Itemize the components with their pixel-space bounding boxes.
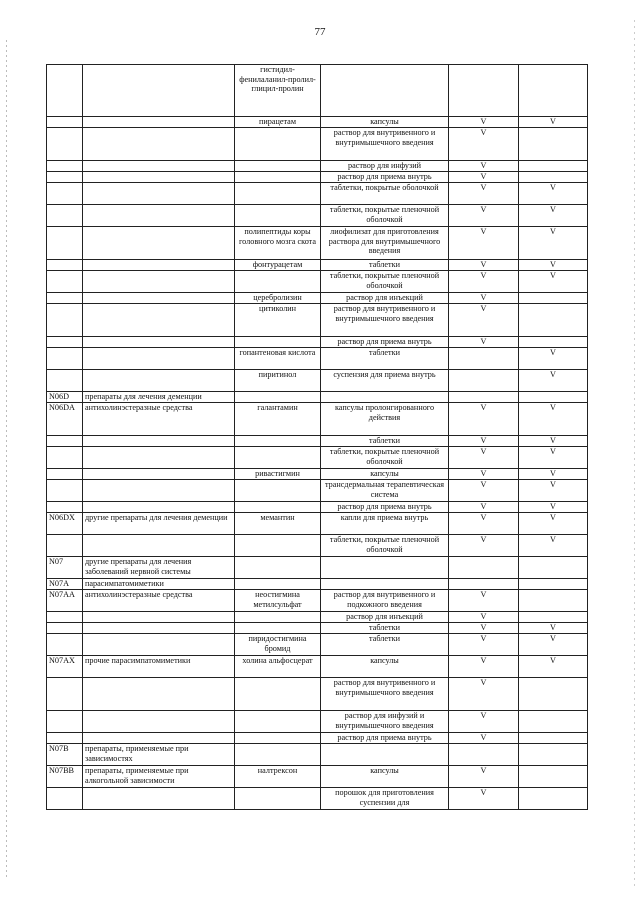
mark-cell-1 xyxy=(449,348,519,370)
table-row xyxy=(47,337,588,348)
code-cell xyxy=(47,337,83,348)
group-cell: другие препараты для лечения деменции xyxy=(83,513,235,535)
code-cell: N07B xyxy=(47,744,83,766)
form-cell: таблетки xyxy=(321,436,449,447)
group-cell xyxy=(83,535,235,557)
code-cell xyxy=(47,128,83,161)
mark-cell-2 xyxy=(519,293,588,304)
form-cell: капсулы пролонгированного действия xyxy=(321,403,449,436)
form-cell: лиофилизат для приготовления раствора для внутримышечного введения xyxy=(321,227,449,260)
group-cell xyxy=(83,502,235,513)
form-cell: капсулы xyxy=(321,656,449,678)
mark-cell-1: V xyxy=(449,612,519,623)
code-cell xyxy=(47,788,83,810)
mark-cell-1: V xyxy=(449,337,519,348)
mark-cell-1: V xyxy=(449,513,519,535)
form-cell: раствор для внутривенного и внутримышечного введения xyxy=(321,678,449,711)
mark-cell-2 xyxy=(519,579,588,590)
table-row xyxy=(47,271,588,293)
mark-cell-2 xyxy=(519,337,588,348)
code-cell xyxy=(47,447,83,469)
code-cell xyxy=(47,348,83,370)
code-cell: N06DX xyxy=(47,513,83,535)
mark-cell-2: V xyxy=(519,271,588,293)
form-cell: раствор для внутривенного и внутримышечного введения xyxy=(321,304,449,337)
mark-cell-1: V xyxy=(449,469,519,480)
group-cell: препараты, применяемые при алкогольной зависимости xyxy=(83,766,235,788)
table-row xyxy=(47,436,588,447)
inn-cell xyxy=(235,337,321,348)
group-cell xyxy=(83,612,235,623)
form-cell: таблетки xyxy=(321,623,449,634)
code-cell xyxy=(47,65,83,117)
mark-cell-1: V xyxy=(449,788,519,810)
group-cell xyxy=(83,293,235,304)
table-row xyxy=(47,535,588,557)
table-row xyxy=(47,128,588,161)
code-cell: N07BB xyxy=(47,766,83,788)
form-cell: таблетки xyxy=(321,260,449,271)
inn-cell: налтрексон xyxy=(235,766,321,788)
form-cell: таблетки xyxy=(321,348,449,370)
form-cell: раствор для инъекций xyxy=(321,612,449,623)
inn-cell: церебролизин xyxy=(235,293,321,304)
form-cell: трансдермальная терапевтическая система xyxy=(321,480,449,502)
code-cell xyxy=(47,304,83,337)
code-cell: N07A xyxy=(47,579,83,590)
table-row xyxy=(47,513,588,535)
mark-cell-1: V xyxy=(449,711,519,733)
group-cell xyxy=(83,337,235,348)
group-cell: прочие парасимпатомиметики xyxy=(83,656,235,678)
mark-cell-2 xyxy=(519,612,588,623)
page-number: 77 xyxy=(314,26,326,38)
mark-cell-1: V xyxy=(449,447,519,469)
mark-cell-2: V xyxy=(519,348,588,370)
inn-cell: мемантин xyxy=(235,513,321,535)
table-row xyxy=(47,403,588,436)
table-row xyxy=(47,370,588,392)
mark-cell-2: V xyxy=(519,634,588,656)
inn-cell: пиридостигмина бромид xyxy=(235,634,321,656)
mark-cell-1: V xyxy=(449,623,519,634)
table-row xyxy=(47,656,588,678)
table-row xyxy=(47,480,588,502)
form-cell: суспензия для приема внутрь xyxy=(321,370,449,392)
form-cell: раствор для приема внутрь xyxy=(321,337,449,348)
mark-cell-1: V xyxy=(449,590,519,612)
code-cell xyxy=(47,117,83,128)
inn-cell xyxy=(235,623,321,634)
group-cell xyxy=(83,117,235,128)
mark-cell-1: V xyxy=(449,403,519,436)
mark-cell-2: V xyxy=(519,403,588,436)
form-cell xyxy=(321,744,449,766)
table-row xyxy=(47,612,588,623)
group-cell: препараты, применяемые при зависимостях xyxy=(83,744,235,766)
mark-cell-1: V xyxy=(449,678,519,711)
mark-cell-2 xyxy=(519,590,588,612)
group-cell xyxy=(83,65,235,117)
group-cell xyxy=(83,348,235,370)
group-cell: парасимпатомиметики xyxy=(83,579,235,590)
group-cell xyxy=(83,370,235,392)
group-cell xyxy=(83,711,235,733)
table-row xyxy=(47,260,588,271)
inn-cell xyxy=(235,788,321,810)
mark-cell-2 xyxy=(519,65,588,117)
mark-cell-1: V xyxy=(449,634,519,656)
table-row xyxy=(47,678,588,711)
inn-cell xyxy=(235,579,321,590)
inn-cell xyxy=(235,535,321,557)
code-cell xyxy=(47,205,83,227)
group-cell: другие препараты для лечения заболеваний нервной системы xyxy=(83,557,235,579)
mark-cell-2: V xyxy=(519,623,588,634)
code-cell xyxy=(47,436,83,447)
inn-cell: цитиколин xyxy=(235,304,321,337)
table-row xyxy=(47,161,588,172)
group-cell xyxy=(83,260,235,271)
inn-cell xyxy=(235,205,321,227)
code-cell xyxy=(47,293,83,304)
inn-cell xyxy=(235,612,321,623)
code-cell xyxy=(47,711,83,733)
form-cell: раствор для приема внутрь xyxy=(321,172,449,183)
drug-list-table xyxy=(46,64,588,810)
inn-cell xyxy=(235,183,321,205)
mark-cell-1: V xyxy=(449,535,519,557)
table-row xyxy=(47,293,588,304)
mark-cell-2: V xyxy=(519,656,588,678)
inn-cell xyxy=(235,480,321,502)
form-cell: таблетки, покрытые пленочной оболочкой xyxy=(321,447,449,469)
mark-cell-2: V xyxy=(519,513,588,535)
inn-cell: ривастигмин xyxy=(235,469,321,480)
mark-cell-1: V xyxy=(449,117,519,128)
inn-cell: гопантеновая кислота xyxy=(235,348,321,370)
form-cell xyxy=(321,557,449,579)
inn-cell xyxy=(235,128,321,161)
mark-cell-2: V xyxy=(519,480,588,502)
table-row xyxy=(47,590,588,612)
scan-edge-left xyxy=(6,40,7,880)
table-row xyxy=(47,447,588,469)
group-cell xyxy=(83,436,235,447)
mark-cell-2 xyxy=(519,678,588,711)
code-cell: N06D xyxy=(47,392,83,403)
code-cell xyxy=(47,370,83,392)
form-cell: таблетки xyxy=(321,634,449,656)
mark-cell-2: V xyxy=(519,370,588,392)
mark-cell-1 xyxy=(449,744,519,766)
form-cell xyxy=(321,392,449,403)
group-cell xyxy=(83,128,235,161)
group-cell xyxy=(83,227,235,260)
group-cell xyxy=(83,271,235,293)
form-cell: таблетки, покрытые пленочной оболочкой xyxy=(321,535,449,557)
table-row xyxy=(47,304,588,337)
mark-cell-1: V xyxy=(449,304,519,337)
code-cell: N07AX xyxy=(47,656,83,678)
form-cell: порошок для приготовления суспензии для xyxy=(321,788,449,810)
mark-cell-1 xyxy=(449,557,519,579)
mark-cell-2 xyxy=(519,766,588,788)
code-cell xyxy=(47,733,83,744)
inn-cell xyxy=(235,172,321,183)
table-row xyxy=(47,117,588,128)
mark-cell-2 xyxy=(519,304,588,337)
inn-cell xyxy=(235,744,321,766)
mark-cell-2: V xyxy=(519,535,588,557)
inn-cell: фонтурацетам xyxy=(235,260,321,271)
inn-cell: галантамин xyxy=(235,403,321,436)
mark-cell-2: V xyxy=(519,469,588,480)
table-row xyxy=(47,711,588,733)
mark-cell-1: V xyxy=(449,183,519,205)
form-cell: таблетки, покрытые пленочной оболочкой xyxy=(321,271,449,293)
group-cell xyxy=(83,678,235,711)
mark-cell-1: V xyxy=(449,128,519,161)
group-cell: антихолинэстеразные средства xyxy=(83,590,235,612)
inn-cell xyxy=(235,447,321,469)
form-cell: капсулы xyxy=(321,469,449,480)
mark-cell-2 xyxy=(519,172,588,183)
mark-cell-1: V xyxy=(449,172,519,183)
mark-cell-1: V xyxy=(449,271,519,293)
table-row xyxy=(47,788,588,810)
inn-cell xyxy=(235,733,321,744)
table-row xyxy=(47,469,588,480)
group-cell xyxy=(83,172,235,183)
code-cell xyxy=(47,183,83,205)
code-cell xyxy=(47,161,83,172)
form-cell: раствор для внутривенного и подкожного введения xyxy=(321,590,449,612)
code-cell xyxy=(47,502,83,513)
inn-cell xyxy=(235,711,321,733)
form-cell: раствор для приема внутрь xyxy=(321,502,449,513)
inn-cell xyxy=(235,161,321,172)
mark-cell-2 xyxy=(519,744,588,766)
table-row xyxy=(47,227,588,260)
form-cell: капсулы xyxy=(321,117,449,128)
mark-cell-1: V xyxy=(449,293,519,304)
code-cell: N07AA xyxy=(47,590,83,612)
code-cell xyxy=(47,480,83,502)
mark-cell-1 xyxy=(449,579,519,590)
form-cell: таблетки, покрытые пленочной оболочкой xyxy=(321,205,449,227)
code-cell xyxy=(47,623,83,634)
group-cell xyxy=(83,304,235,337)
code-cell xyxy=(47,634,83,656)
table-row xyxy=(47,766,588,788)
table-row xyxy=(47,205,588,227)
mark-cell-2: V xyxy=(519,447,588,469)
mark-cell-1 xyxy=(449,370,519,392)
code-cell xyxy=(47,172,83,183)
table-row xyxy=(47,348,588,370)
table-row xyxy=(47,502,588,513)
mark-cell-1: V xyxy=(449,480,519,502)
group-cell xyxy=(83,788,235,810)
inn-cell: пирацетам xyxy=(235,117,321,128)
form-cell: капли для приема внутрь xyxy=(321,513,449,535)
code-cell xyxy=(47,227,83,260)
mark-cell-1 xyxy=(449,392,519,403)
form-cell: раствор для инфузий xyxy=(321,161,449,172)
mark-cell-1: V xyxy=(449,205,519,227)
mark-cell-1: V xyxy=(449,436,519,447)
mark-cell-1: V xyxy=(449,227,519,260)
form-cell xyxy=(321,65,449,117)
table-row xyxy=(47,392,588,403)
inn-cell xyxy=(235,557,321,579)
group-cell xyxy=(83,447,235,469)
group-cell xyxy=(83,480,235,502)
mark-cell-2: V xyxy=(519,502,588,513)
mark-cell-2: V xyxy=(519,436,588,447)
code-cell: N06DA xyxy=(47,403,83,436)
form-cell: раствор для приема внутрь xyxy=(321,733,449,744)
group-cell: препараты для лечения деменции xyxy=(83,392,235,403)
table-row xyxy=(47,172,588,183)
mark-cell-1: V xyxy=(449,733,519,744)
inn-cell xyxy=(235,271,321,293)
group-cell xyxy=(83,161,235,172)
mark-cell-2 xyxy=(519,392,588,403)
table-row xyxy=(47,579,588,590)
inn-cell: пиритинол xyxy=(235,370,321,392)
inn-cell xyxy=(235,502,321,513)
group-cell xyxy=(83,183,235,205)
form-cell: капсулы xyxy=(321,766,449,788)
group-cell xyxy=(83,634,235,656)
table-row xyxy=(47,744,588,766)
inn-cell xyxy=(235,436,321,447)
form-cell: таблетки, покрытые оболочкой xyxy=(321,183,449,205)
mark-cell-1: V xyxy=(449,656,519,678)
inn-cell: холина альфосцерат xyxy=(235,656,321,678)
inn-cell xyxy=(235,392,321,403)
mark-cell-2: V xyxy=(519,227,588,260)
mark-cell-2: V xyxy=(519,260,588,271)
mark-cell-1: V xyxy=(449,502,519,513)
table-row xyxy=(47,183,588,205)
inn-cell xyxy=(235,678,321,711)
drug-list-body xyxy=(47,65,588,810)
mark-cell-2 xyxy=(519,788,588,810)
mark-cell-2 xyxy=(519,711,588,733)
table-row xyxy=(47,733,588,744)
mark-cell-2 xyxy=(519,161,588,172)
table-row xyxy=(47,557,588,579)
mark-cell-1 xyxy=(449,65,519,117)
mark-cell-2 xyxy=(519,733,588,744)
scan-edge-right xyxy=(634,20,635,890)
group-cell: антихолинэстеразные средства xyxy=(83,403,235,436)
group-cell xyxy=(83,623,235,634)
mark-cell-1: V xyxy=(449,766,519,788)
code-cell xyxy=(47,678,83,711)
mark-cell-2 xyxy=(519,557,588,579)
group-cell xyxy=(83,733,235,744)
mark-cell-1: V xyxy=(449,260,519,271)
table-row xyxy=(47,634,588,656)
mark-cell-2: V xyxy=(519,183,588,205)
code-cell xyxy=(47,535,83,557)
group-cell xyxy=(83,469,235,480)
code-cell: N07 xyxy=(47,557,83,579)
form-cell xyxy=(321,579,449,590)
form-cell: раствор для инъекций xyxy=(321,293,449,304)
form-cell: раствор для внутривенного и внутримышечного введения xyxy=(321,128,449,161)
code-cell xyxy=(47,469,83,480)
mark-cell-1: V xyxy=(449,161,519,172)
inn-cell: неостигмина метилсульфат xyxy=(235,590,321,612)
mark-cell-2: V xyxy=(519,117,588,128)
inn-cell: полипептиды коры головного мозга скота xyxy=(235,227,321,260)
code-cell xyxy=(47,612,83,623)
table-row xyxy=(47,65,588,117)
table-row xyxy=(47,623,588,634)
code-cell xyxy=(47,260,83,271)
form-cell: раствор для инфузий и внутримышечного введения xyxy=(321,711,449,733)
mark-cell-2 xyxy=(519,128,588,161)
code-cell xyxy=(47,271,83,293)
group-cell xyxy=(83,205,235,227)
mark-cell-2: V xyxy=(519,205,588,227)
inn-cell: гистидил-фенилаланил-пролил-глицил-пролин xyxy=(235,65,321,117)
